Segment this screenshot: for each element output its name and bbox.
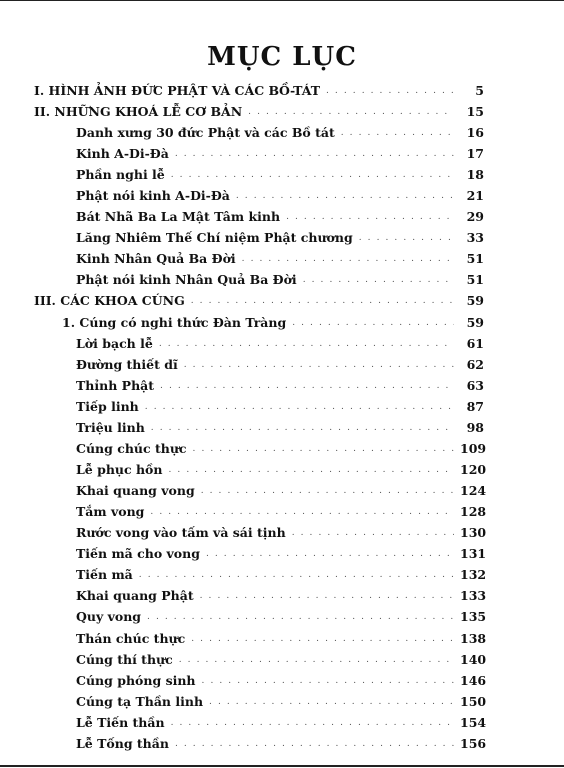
leader-dots [191,632,454,646]
toc-entry-page: 154 [460,715,487,730]
leader-dots [236,189,454,203]
toc-entry [76,438,487,456]
toc-entry-label: Kinh Nhân Quả Ba Đời [76,251,236,266]
leader-dots [159,337,454,351]
toc-entry-page: 156 [460,736,487,751]
toc-entry [76,691,487,709]
toc-entry-page: 17 [466,146,484,161]
toc-entry-label: Tiếp linh [76,399,139,414]
leader-dots [139,568,454,582]
toc-entry-page: 98 [466,420,484,435]
toc-entry [76,585,487,603]
toc-entry [76,459,487,477]
toc-entry-page: 29 [466,209,484,224]
toc-entry-label: Tắm vong [76,504,145,519]
toc-entry-label: 1. Cúng có nghi thức Đàn Tràng [62,315,287,330]
toc-entry-label: Rước vong vào tấm và sái tịnh [76,525,286,540]
toc-entry-label: Kinh A-Di-Đà [76,146,169,161]
toc-entry-label: Lăng Nhiêm Thế Chí niệm Phật chương [76,230,353,245]
leader-dots [145,400,454,414]
leader-dots [169,463,455,477]
toc-entry-page: 59 [466,293,484,308]
toc-entry-page: 109 [460,441,487,456]
leader-dots [171,716,454,730]
toc-entry-label: Phần nghi lễ [76,167,165,182]
toc-entry [76,712,487,730]
toc-entry [76,480,487,498]
toc-entry-label: Lời bạch lễ [76,336,153,351]
toc-entry-page: 138 [460,631,487,646]
toc-entry [76,543,487,561]
toc-entry-page: 146 [460,673,487,688]
leader-dots [151,421,454,435]
toc-entry-page: 87 [466,399,484,414]
toc-entry-label: Đường thiết dĩ [76,357,178,372]
toc-entry-page: 120 [460,462,487,477]
toc-entry [76,354,484,372]
leader-dots [209,695,454,709]
page-title: MỤC LỤC [207,42,357,72]
toc-entry [76,501,487,519]
toc-entry [76,164,484,182]
toc-entry-page: 51 [466,272,484,287]
leader-dots [160,379,454,393]
toc-entry-page: 62 [466,357,484,372]
toc-entry-label: Tiến mã [76,567,133,582]
toc-entry [76,628,487,646]
toc-entry-label: III. CÁC KHOA CÚNG [34,293,185,308]
leader-dots [359,231,454,245]
toc-entry [76,185,484,203]
leader-dots [191,294,454,308]
leader-dots [202,674,454,688]
toc-entry-label: Tiến mã cho vong [76,546,200,561]
toc-entry-page: 124 [460,483,487,498]
toc-entry-page: 135 [460,609,487,624]
toc-entry [76,417,484,435]
toc-entry-page: 131 [460,546,487,561]
toc-entry-label: Thán chúc thực [76,631,186,646]
toc-entry-label: Bát Nhã Ba La Mật Tâm kinh [76,209,281,224]
leader-dots [286,210,454,224]
bottom-rule [0,765,564,767]
toc-entry-label: Triệu linh [76,420,145,435]
toc-entry [76,649,487,667]
toc-entry-page: 16 [466,125,484,140]
leader-dots [175,147,454,161]
toc-entry-label: Lễ Tiến thần [76,715,165,730]
toc-entry [76,564,487,582]
toc-entry-page: 18 [466,167,484,182]
toc-entry-label: Khai quang Phật [76,588,194,603]
toc-entry-page: 63 [466,378,484,393]
toc-entry-label: Cúng phóng sinh [76,673,196,688]
toc-entry [76,333,484,351]
toc-entry-label: Lễ phục hồn [76,462,163,477]
toc-entry-page: 61 [466,336,484,351]
toc-entry-page: 15 [466,104,484,119]
toc-entry [76,522,487,540]
leader-dots [147,610,454,624]
toc-entry-label: II. NHỮNG KHOÁ LỄ CƠ BẢN [34,104,243,119]
toc-entry [76,269,484,287]
toc-entry-label: Phật nói kinh Nhân Quả Ba Đời [76,272,297,287]
toc-entry-page: 128 [460,504,487,519]
toc-entry [34,290,484,308]
toc-entry [76,248,484,266]
toc-entry-label: I. HÌNH ẢNH ĐỨC PHẬT VÀ CÁC BỒ-TÁT [34,83,321,98]
toc-entry-page: 51 [466,251,484,266]
leader-dots [303,273,454,287]
toc-entry [62,312,484,330]
toc-entry [76,143,484,161]
leader-dots [292,316,454,330]
leader-dots [175,737,454,751]
leader-dots [193,442,454,456]
toc-entry [34,101,484,119]
leader-dots [248,105,454,119]
toc-entry-label: Cúng thí thực [76,652,173,667]
toc-entry [76,375,484,393]
leader-dots [171,168,454,182]
toc-entry [34,80,484,98]
top-rule [0,0,564,1]
toc-entry [76,206,484,224]
leader-dots [179,653,454,667]
toc-entry [76,606,487,624]
toc-entry [76,122,484,140]
toc-entry-label: Cúng tạ Thần linh [76,694,204,709]
leader-dots [200,589,454,603]
toc-entry [76,670,487,688]
toc-entry-page: 130 [460,525,487,540]
toc-entry-page: 132 [460,567,487,582]
toc-entry-page: 21 [466,188,484,203]
leader-dots [242,252,454,266]
toc-entry-label: Quy vong [76,609,142,624]
toc-entry-label: Lễ Tống thần [76,736,169,751]
toc-entry-page: 59 [466,315,484,330]
toc-entry-label: Phật nói kinh A-Di-Đà [76,188,230,203]
toc-entry-label: Danh xưng 30 đức Phật và các Bồ tát [76,125,335,140]
toc-entry-label: Thỉnh Phật [76,378,155,393]
toc-entry-page: 33 [466,230,484,245]
toc-entry [76,733,487,751]
leader-dots [206,547,454,561]
toc-entry [76,396,484,414]
toc-entry-label: Khai quang vong [76,483,195,498]
leader-dots [150,505,454,519]
leader-dots [184,358,454,372]
toc-entry-page: 5 [475,83,484,98]
toc-entry-page: 150 [460,694,487,709]
leader-dots [201,484,454,498]
toc-entry-page: 140 [460,652,487,667]
leader-dots [326,84,454,98]
leader-dots [341,126,454,140]
toc-entry-label: Cúng chúc thực [76,441,187,456]
toc-entry-page: 133 [460,588,487,603]
toc-entry [76,227,484,245]
leader-dots [292,526,454,540]
